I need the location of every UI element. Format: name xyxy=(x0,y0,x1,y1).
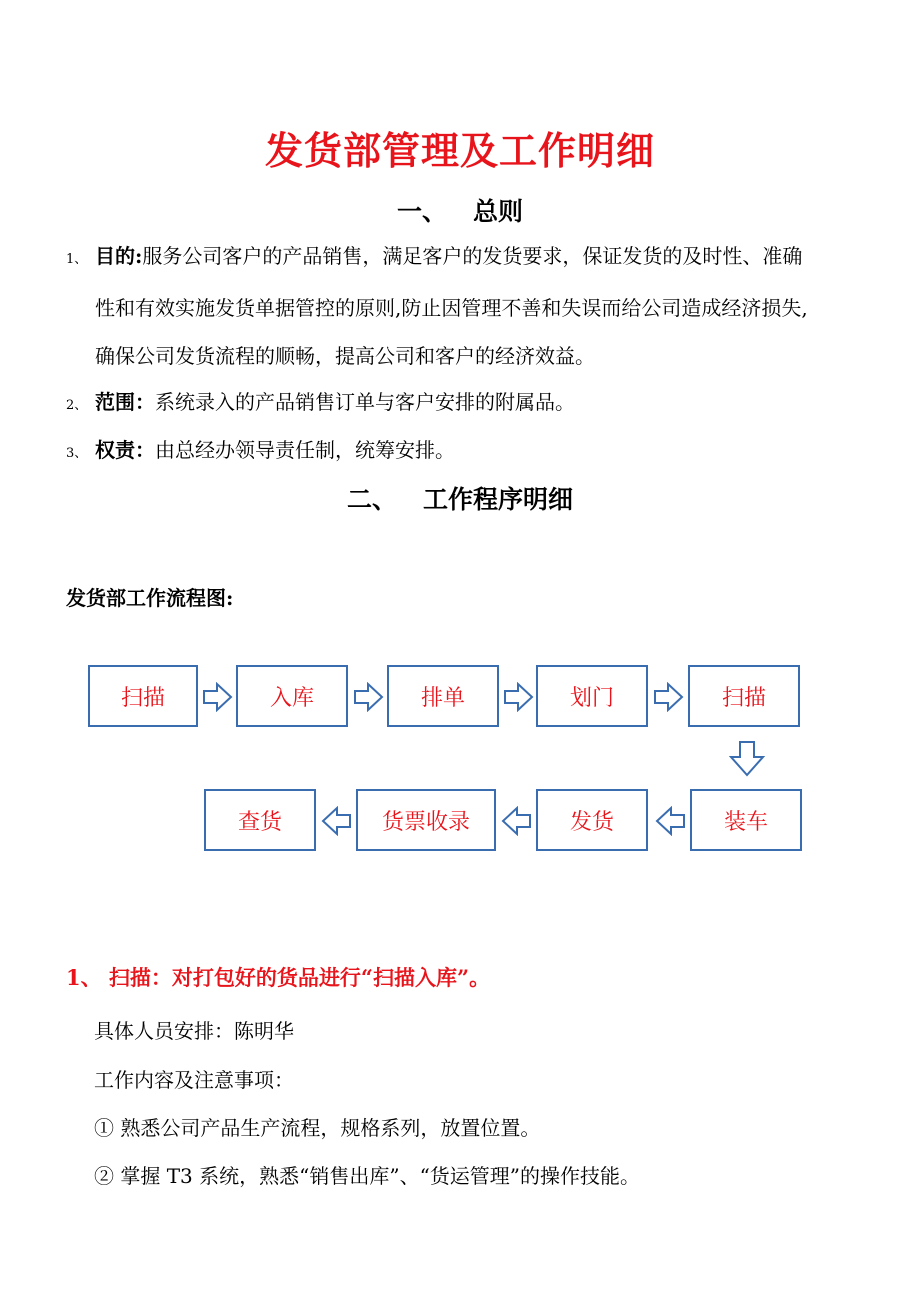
down-arrow-icon xyxy=(729,741,765,777)
flowchart-label: 发货部工作流程图: xyxy=(66,586,234,610)
document-title: 发货部管理及工作明细 xyxy=(264,128,655,173)
item-scope xyxy=(66,378,886,430)
item-number: 3、 xyxy=(66,446,88,461)
left-arrow-icon xyxy=(321,806,351,836)
flow-step-check: 查货 xyxy=(204,789,316,851)
flow-step-loading: 装车 xyxy=(690,789,802,851)
note-item: ② 掌握 T3 系统，熟悉“销售出库”、“货运管理”的操作技能。 xyxy=(94,1164,641,1188)
item-text-continued: 性和有效实施发货单据管控的原则,防止因管理不善和失误而给公司造成经济损失, xyxy=(95,296,808,320)
flow-step-ship: 发货 xyxy=(536,789,648,851)
right-arrow-icon xyxy=(354,682,384,712)
section-heading-procedure: 二、 工作程序明细 xyxy=(346,485,574,514)
left-arrow-icon xyxy=(501,806,531,836)
item-number: 1、 xyxy=(66,252,88,267)
left-arrow-icon xyxy=(655,806,685,836)
flow-step-schedule: 排单 xyxy=(387,665,499,727)
flow-step-scan: 扫描 xyxy=(88,665,198,727)
flow-step-stock-in: 入库 xyxy=(236,665,348,727)
item-number: 2、 xyxy=(66,398,88,413)
item-label: 权责： xyxy=(95,438,155,462)
item-text: 由总经办领导责任制，统筹安排。 xyxy=(155,438,455,462)
staff-assignment: 具体人员安排：陈明华 xyxy=(94,1019,294,1043)
item-purpose xyxy=(66,232,886,380)
item-responsibility xyxy=(66,426,886,478)
flow-step-assign-door: 划门 xyxy=(536,665,648,727)
item-text-continued: 确保公司发货流程的顺畅，提高公司和客户的经济效益。 xyxy=(95,344,595,368)
item-label: 目的: xyxy=(95,244,143,268)
item-text: 系统录入的产品销售订单与客户安排的附属品。 xyxy=(155,390,575,414)
item-text: 服务公司客户的产品销售，满足客户的发货要求，保证发货的及时性、准确 xyxy=(142,244,803,268)
item-label: 范围： xyxy=(95,390,155,414)
flow-step-invoice-record: 货票收录 xyxy=(356,789,496,851)
right-arrow-icon xyxy=(504,682,534,712)
step-heading-scan: 1、 扫描：对打包好的货品进行“扫描入库”。 xyxy=(66,965,491,990)
right-arrow-icon xyxy=(203,682,233,712)
content-label: 工作内容及注意事项： xyxy=(94,1068,294,1092)
flow-step-scan-2: 扫描 xyxy=(688,665,800,727)
note-item: ① 熟悉公司产品生产流程，规格系列，放置位置。 xyxy=(94,1116,541,1140)
right-arrow-icon xyxy=(654,682,684,712)
section-heading-general: 一、 总则 xyxy=(396,197,524,226)
